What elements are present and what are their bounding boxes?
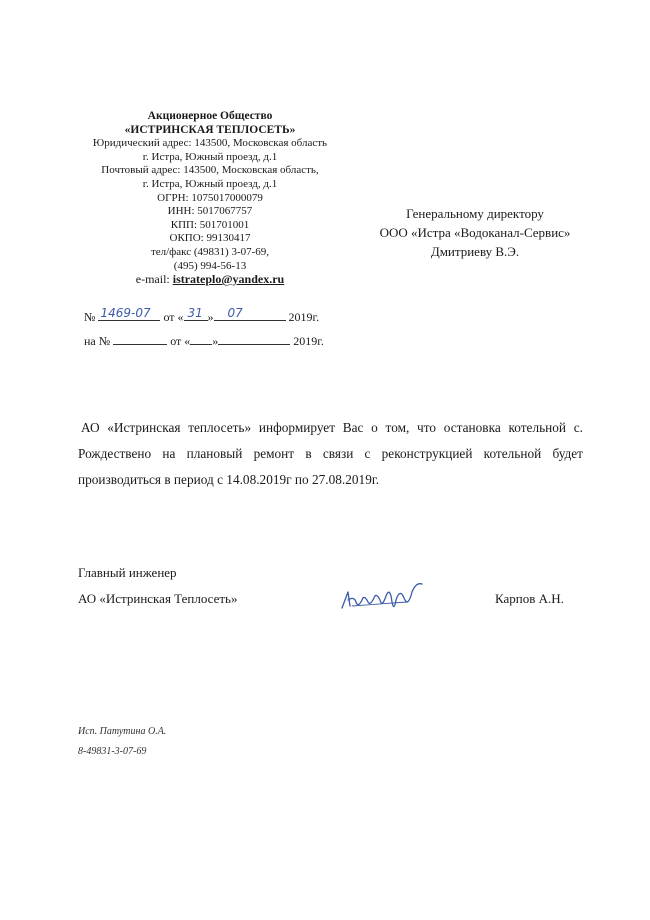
from-label: от «	[163, 310, 184, 324]
outgoing-number-handwritten: 1469-07	[100, 306, 151, 320]
incoming-number-field	[113, 332, 167, 345]
signer-block	[78, 560, 237, 612]
on-number-label: на №	[84, 334, 111, 348]
from-label-2: от «	[170, 334, 191, 348]
phone-line-2: (495) 994-56-13	[173, 259, 247, 272]
ogrn: ОГРН: 1075017000079	[157, 191, 263, 204]
signer-position: Главный инженер	[78, 565, 177, 580]
recipient-position: Генеральному директору	[406, 206, 544, 221]
year-suffix-2: 2019г.	[293, 334, 324, 348]
year-suffix: 2019г.	[288, 310, 320, 324]
quote-close: »	[207, 310, 214, 324]
outgoing-number-field	[98, 308, 160, 321]
day-field	[184, 308, 208, 321]
signer-name: Карпов А.Н.	[495, 591, 564, 606]
executor-phone: 8-49831-3-07-69	[78, 746, 147, 757]
day-handwritten: 31	[187, 306, 203, 320]
month-handwritten: 07	[227, 306, 243, 320]
okpo: ОКПО: 99130417	[169, 232, 251, 245]
outgoing-reference-row	[84, 308, 319, 325]
month-field	[214, 308, 286, 321]
incoming-reference-row	[84, 332, 324, 349]
inn: ИНН: 5017067757	[167, 205, 253, 218]
executor-name: Исп. Патутина О.А.	[78, 726, 167, 737]
sender-block	[70, 110, 350, 287]
company-type: Акционерное Общество	[147, 110, 273, 122]
legal-address-line-1: Юридический адрес: 143500, Московская область	[92, 137, 328, 150]
executor-block	[78, 722, 166, 762]
recipient-organization: ООО «Истра «Водоканал-Сервис»	[379, 225, 571, 240]
incoming-month-field	[218, 332, 290, 345]
recipient-name: Дмитриеву В.Э.	[430, 244, 520, 259]
signer-organization: АО «Истринская Теплосеть»	[78, 591, 238, 606]
email-row	[70, 273, 350, 287]
body-paragraph: АО «Истринская теплосеть» информирует Вас о том, что остановка котельной с. Рождествено на плановый ремонт в связи с реконструкцией котельной будет производиться в период с 14.08.2019г по 27.08.2019г.	[78, 420, 583, 487]
handwritten-signature	[338, 578, 428, 618]
postal-address-line-2: г. Истра, Южный проезд, д.1	[142, 177, 278, 190]
email-link[interactable]: istrateplo@yandex.ru	[172, 272, 285, 287]
incoming-day-field	[190, 332, 212, 345]
legal-address-line-2: г. Истра, Южный проезд, д.1	[142, 150, 278, 163]
postal-address-line-1: Почтовый адрес: 143500, Московская область,	[101, 164, 319, 177]
kpp: КПП: 501701001	[170, 218, 250, 231]
number-label: №	[84, 310, 96, 324]
company-name: «ИСТРИНСКАЯ ТЕПЛОСЕТЬ»	[124, 123, 296, 136]
email-label: e-mail:	[135, 272, 170, 287]
recipient-block	[355, 204, 595, 261]
quote-close-2: »	[212, 334, 219, 348]
letter-body	[78, 415, 583, 493]
phone-line-1: тел/факс (49831) 3-07-69,	[150, 245, 270, 258]
